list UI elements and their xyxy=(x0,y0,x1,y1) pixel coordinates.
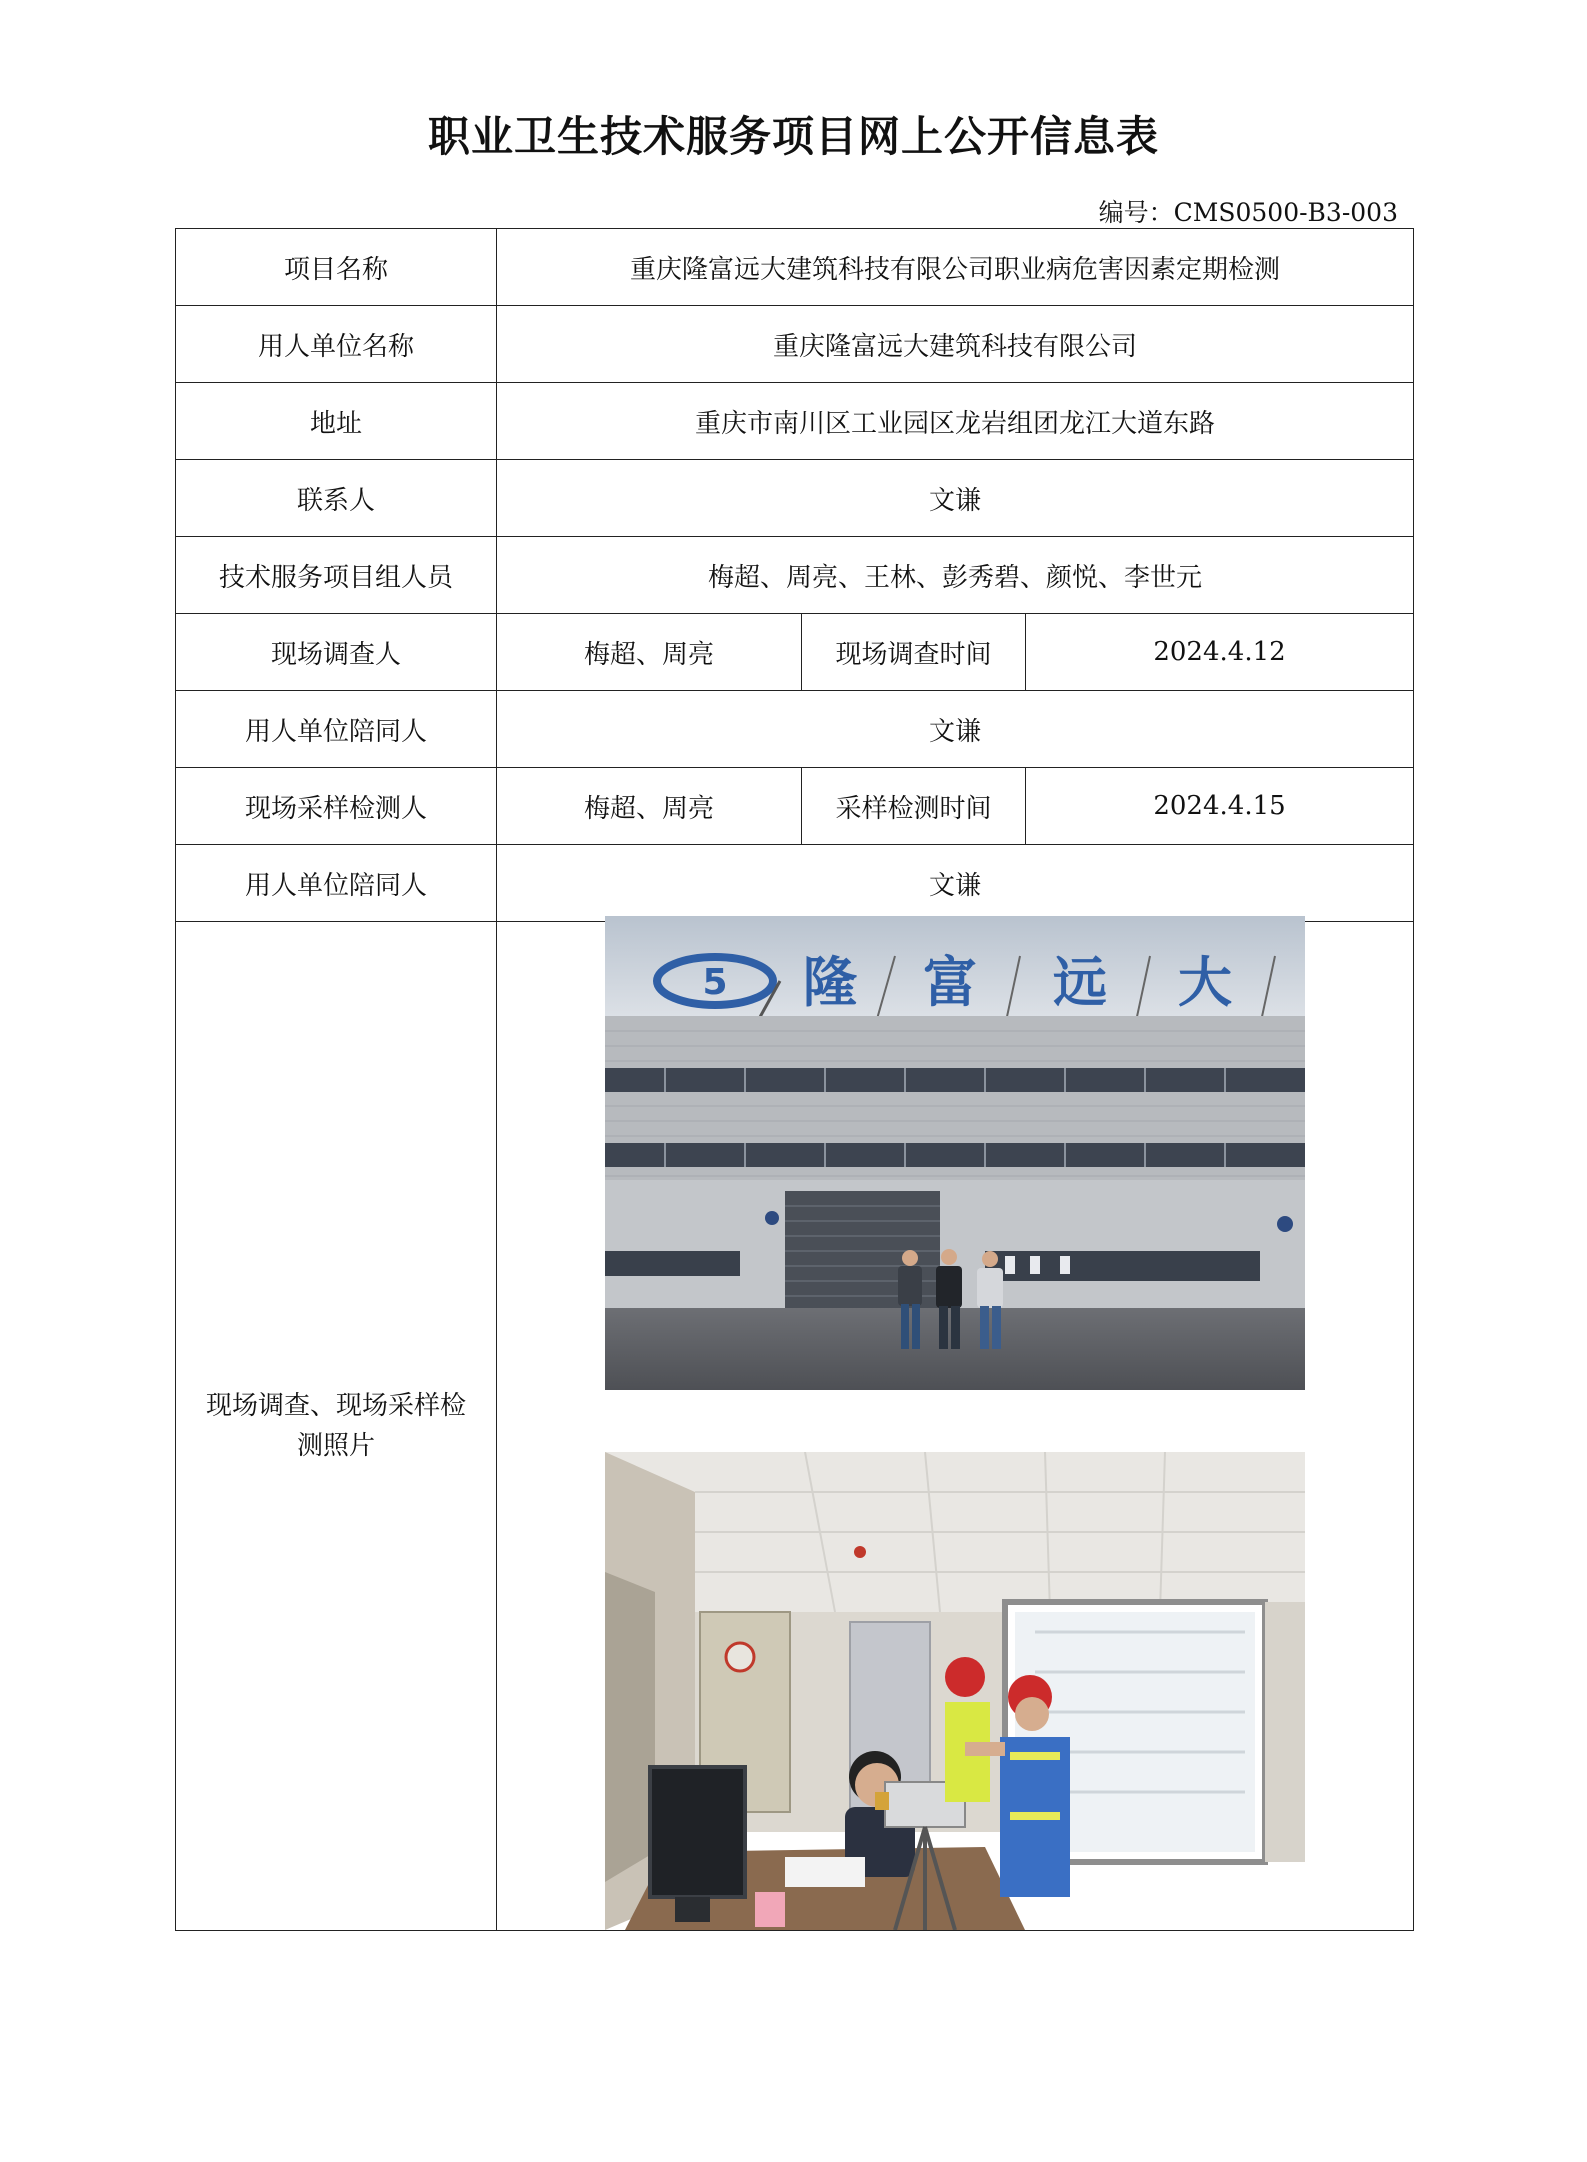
survey-value: 梅超、周亮 xyxy=(497,614,802,691)
address-value: 重庆市南川区工业园区龙岩组团龙江大道东路 xyxy=(497,383,1414,460)
row-photos xyxy=(176,922,1414,1931)
photos-label-line2: 测照片 xyxy=(296,1431,375,1461)
indoor-sampling-illustration xyxy=(605,1452,1305,1930)
svg-text:富: 富 xyxy=(923,951,977,1014)
sampling-time-value: 2024.4.15 xyxy=(1026,768,1414,845)
row-sampling-escort xyxy=(176,845,1414,922)
sampling-escort-value: 文谦 xyxy=(497,845,1414,922)
page-title: 职业卫生技术服务项目网上公开信息表 xyxy=(427,112,1159,161)
svg-text:隆: 隆 xyxy=(803,951,857,1014)
contact-label: 联系人 xyxy=(176,460,497,537)
row-survey-escort xyxy=(176,691,1414,768)
employer-name-value: 重庆隆富远大建筑科技有限公司 xyxy=(497,306,1414,383)
survey-time-label: 现场调查时间 xyxy=(802,614,1026,691)
photos-label-line1: 现场调查、现场采样检 xyxy=(205,1391,466,1421)
sampling-value: 梅超、周亮 xyxy=(497,768,802,845)
sampling-escort-label: 用人单位陪同人 xyxy=(176,845,497,922)
team-value: 梅超、周亮、王林、彭秀碧、颜悦、李世元 xyxy=(497,537,1414,614)
survey-label: 现场调查人 xyxy=(176,614,497,691)
survey-escort-value: 文谦 xyxy=(497,691,1414,768)
address-label: 地址 xyxy=(176,383,497,460)
svg-text:大: 大 xyxy=(1178,951,1232,1014)
team-label: 技术服务项目组人员 xyxy=(176,537,497,614)
sampling-label: 现场采样检测人 xyxy=(176,768,497,845)
info-table xyxy=(175,228,1414,1931)
row-employer-name xyxy=(176,306,1414,383)
factory-exterior-photo xyxy=(605,916,1305,1390)
row-sampling xyxy=(176,768,1414,845)
row-team xyxy=(176,537,1414,614)
document-number-label: 编号： xyxy=(1098,198,1174,227)
survey-escort-label: 用人单位陪同人 xyxy=(176,691,497,768)
row-survey xyxy=(176,614,1414,691)
factory-exterior-illustration xyxy=(605,916,1305,1390)
row-project-name xyxy=(176,229,1414,306)
row-address xyxy=(176,383,1414,460)
survey-time-value: 2024.4.12 xyxy=(1026,614,1414,691)
svg-text:远: 远 xyxy=(1053,951,1107,1014)
photos-label xyxy=(176,922,497,1931)
employer-name-label: 用人单位名称 xyxy=(176,306,497,383)
photos-cell xyxy=(497,922,1414,1931)
sampling-time-label: 采样检测时间 xyxy=(802,768,1026,845)
contact-value: 文谦 xyxy=(497,460,1414,537)
document-number-value: CMS0500-B3-003 xyxy=(1173,198,1398,227)
svg-text:5: 5 xyxy=(702,962,728,1003)
indoor-sampling-photo xyxy=(605,1452,1305,1930)
project-name-label: 项目名称 xyxy=(176,229,497,306)
document-number xyxy=(1099,193,1398,229)
row-contact xyxy=(176,460,1414,537)
project-name-value: 重庆隆富远大建筑科技有限公司职业病危害因素定期检测 xyxy=(497,229,1414,306)
